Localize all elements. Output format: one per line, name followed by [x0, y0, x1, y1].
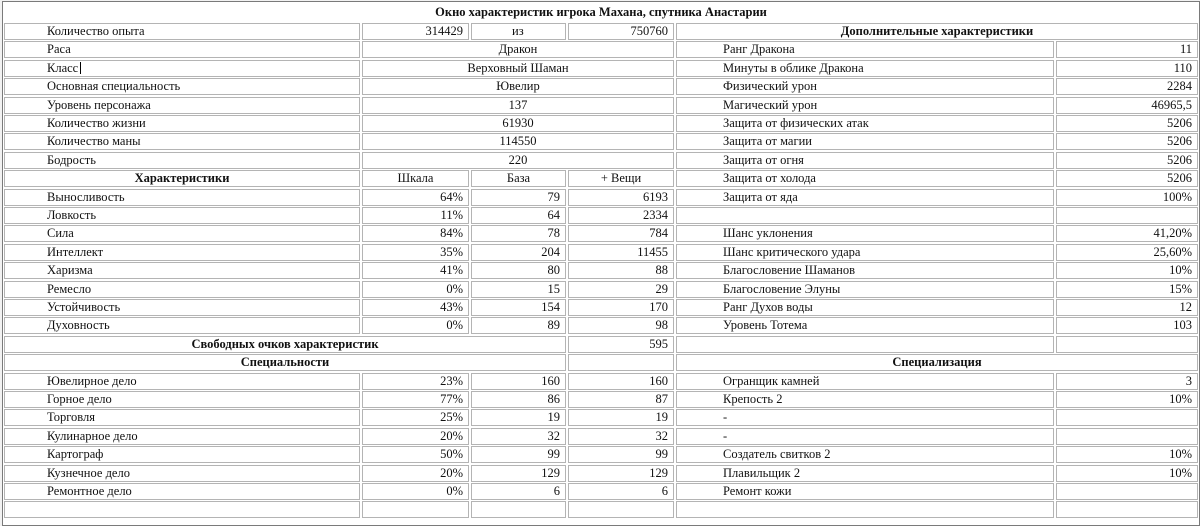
info-value: 114550 — [362, 133, 674, 150]
attribute-scale: 0% — [362, 281, 469, 298]
extra-value: 5206 — [1056, 170, 1198, 187]
attribute-name: Ремесло — [4, 281, 360, 298]
profession-scale: 23% — [362, 373, 469, 390]
specialization-name: Плавильщик 2 — [676, 465, 1054, 482]
profession-items: 129 — [568, 465, 674, 482]
specialization-value — [1056, 409, 1198, 426]
extra-name: Защита от огня — [676, 152, 1054, 169]
text-cursor — [80, 62, 81, 74]
col-base-header: База — [471, 170, 566, 187]
attribute-base: 79 — [471, 189, 566, 206]
extra-value: 46965,5 — [1056, 97, 1198, 114]
extra-value — [1056, 336, 1198, 353]
extra-value: 25,60% — [1056, 244, 1198, 261]
profession-base: 160 — [471, 373, 566, 390]
attribute-scale: 0% — [362, 317, 469, 334]
specialization-name: Огранщик камней — [676, 373, 1054, 390]
extra-name: Защита от яда — [676, 189, 1054, 206]
attribute-items: 170 — [568, 299, 674, 316]
attribute-base: 78 — [471, 225, 566, 242]
info-label: Раса — [4, 41, 360, 58]
window-title: Окно характеристик игрока Махана, спутника Анастарии — [435, 5, 767, 19]
extra-value — [1056, 207, 1198, 224]
specialization-value: 10% — [1056, 446, 1198, 463]
extra-name: Защита от магии — [676, 133, 1054, 150]
profession-base: 129 — [471, 465, 566, 482]
specialization-value — [1056, 483, 1198, 500]
attribute-items: 88 — [568, 262, 674, 279]
extra-name: Магический урон — [676, 97, 1054, 114]
profession-scale: 20% — [362, 428, 469, 445]
specialization-value: 10% — [1056, 465, 1198, 482]
attribute-name: Интеллект — [4, 244, 360, 261]
extra-value: 10% — [1056, 262, 1198, 279]
specialization-name: Создатель свитков 2 — [676, 446, 1054, 463]
attribute-base: 64 — [471, 207, 566, 224]
exp-max: 750760 — [568, 23, 674, 40]
attribute-scale: 84% — [362, 225, 469, 242]
profession-scale: 77% — [362, 391, 469, 408]
specialization-name: Крепость 2 — [676, 391, 1054, 408]
attribute-name: Харизма — [4, 262, 360, 279]
extra-value: 5206 — [1056, 133, 1198, 150]
profession-base: 99 — [471, 446, 566, 463]
attribute-base: 89 — [471, 317, 566, 334]
extra-name — [676, 207, 1054, 224]
blank-cell — [4, 501, 360, 518]
attribute-name: Духовность — [4, 317, 360, 334]
extra-name: Шанс критического удара — [676, 244, 1054, 261]
profession-items: 19 — [568, 409, 674, 426]
extra-value: 5206 — [1056, 115, 1198, 132]
extra-name: Благословение Шаманов — [676, 262, 1054, 279]
profession-base: 86 — [471, 391, 566, 408]
attribute-items: 11455 — [568, 244, 674, 261]
professions-header-blank — [568, 354, 674, 371]
professions-header: Специальности — [4, 354, 566, 371]
info-label: Класс — [4, 60, 360, 77]
specialization-name: - — [676, 409, 1054, 426]
profession-items: 160 — [568, 373, 674, 390]
profession-scale: 50% — [362, 446, 469, 463]
attribute-scale: 35% — [362, 244, 469, 261]
info-label: Количество жизни — [4, 115, 360, 132]
attribute-name: Выносливость — [4, 189, 360, 206]
profession-items: 99 — [568, 446, 674, 463]
attributes-header: Характеристики — [4, 170, 360, 187]
profession-items: 32 — [568, 428, 674, 445]
extra-name: Ранг Дракона — [676, 41, 1054, 58]
extra-name: Защита от физических атак — [676, 115, 1054, 132]
attribute-scale: 41% — [362, 262, 469, 279]
extra-header: Дополнительные характеристики — [676, 23, 1198, 40]
attribute-scale: 43% — [362, 299, 469, 316]
specialization-header: Специализация — [676, 354, 1198, 371]
extra-name: Ранг Духов воды — [676, 299, 1054, 316]
specialization-name — [676, 501, 1054, 518]
profession-scale: 25% — [362, 409, 469, 426]
extra-name — [676, 336, 1054, 353]
extra-value: 2284 — [1056, 78, 1198, 95]
profession-name: Горное дело — [4, 391, 360, 408]
info-value: 220 — [362, 152, 674, 169]
character-sheet — [2, 1, 1200, 526]
blank-cell — [362, 501, 469, 518]
profession-items: 6 — [568, 483, 674, 500]
attribute-name: Устойчивость — [4, 299, 360, 316]
free-points-label: Свободных очков характеристик — [4, 336, 566, 353]
info-value: Дракон — [362, 41, 674, 58]
extra-value: 41,20% — [1056, 225, 1198, 242]
profession-name: Торговля — [4, 409, 360, 426]
specialization-name: Ремонт кожи — [676, 483, 1054, 500]
profession-scale: 0% — [362, 483, 469, 500]
extra-name: Физический урон — [676, 78, 1054, 95]
specialization-value — [1056, 501, 1198, 518]
exp-of: из — [471, 23, 566, 40]
attribute-items: 29 — [568, 281, 674, 298]
info-label: Основная специальность — [4, 78, 360, 95]
info-value: 61930 — [362, 115, 674, 132]
profession-name: Ювелирное дело — [4, 373, 360, 390]
profession-base: 19 — [471, 409, 566, 426]
profession-name: Кузнечное дело — [4, 465, 360, 482]
specialization-value: 3 — [1056, 373, 1198, 390]
extra-name: Минуты в облике Дракона — [676, 60, 1054, 77]
free-points-value: 595 — [568, 336, 674, 353]
profession-name: Кулинарное дело — [4, 428, 360, 445]
specialization-name: - — [676, 428, 1054, 445]
attribute-scale: 64% — [362, 189, 469, 206]
blank-cell — [568, 501, 674, 518]
extra-value: 110 — [1056, 60, 1198, 77]
attribute-items: 98 — [568, 317, 674, 334]
profession-scale: 20% — [362, 465, 469, 482]
extra-value: 5206 — [1056, 152, 1198, 169]
attribute-base: 15 — [471, 281, 566, 298]
attribute-items: 6193 — [568, 189, 674, 206]
extra-name: Защита от холода — [676, 170, 1054, 187]
info-label: Уровень персонажа — [4, 97, 360, 114]
info-value: 137 — [362, 97, 674, 114]
exp-current: 314429 — [362, 23, 469, 40]
profession-items: 87 — [568, 391, 674, 408]
extra-value: 15% — [1056, 281, 1198, 298]
exp-label: Количество опыта — [4, 23, 360, 40]
col-items-header: + Вещи — [568, 170, 674, 187]
extra-name: Уровень Тотема — [676, 317, 1054, 334]
attribute-items: 784 — [568, 225, 674, 242]
extra-value: 11 — [1056, 41, 1198, 58]
attribute-scale: 11% — [362, 207, 469, 224]
attribute-base: 80 — [471, 262, 566, 279]
blank-cell — [471, 501, 566, 518]
specialization-value — [1056, 428, 1198, 445]
specialization-value: 10% — [1056, 391, 1198, 408]
profession-base: 32 — [471, 428, 566, 445]
attribute-items: 2334 — [568, 207, 674, 224]
info-value: Верховный Шаман — [362, 60, 674, 77]
profession-name: Ремонтное дело — [4, 483, 360, 500]
extra-value: 100% — [1056, 189, 1198, 206]
extra-value: 103 — [1056, 317, 1198, 334]
profession-base: 6 — [471, 483, 566, 500]
info-label: Количество маны — [4, 133, 360, 150]
attribute-name: Сила — [4, 225, 360, 242]
profession-name: Картограф — [4, 446, 360, 463]
extra-name: Шанс уклонения — [676, 225, 1054, 242]
info-value: Ювелир — [362, 78, 674, 95]
attribute-base: 154 — [471, 299, 566, 316]
attribute-name: Ловкость — [4, 207, 360, 224]
extra-name: Благословение Элуны — [676, 281, 1054, 298]
info-label: Бодрость — [4, 152, 360, 169]
extra-value: 12 — [1056, 299, 1198, 316]
attribute-base: 204 — [471, 244, 566, 261]
col-scale-header: Шкала — [362, 170, 469, 187]
